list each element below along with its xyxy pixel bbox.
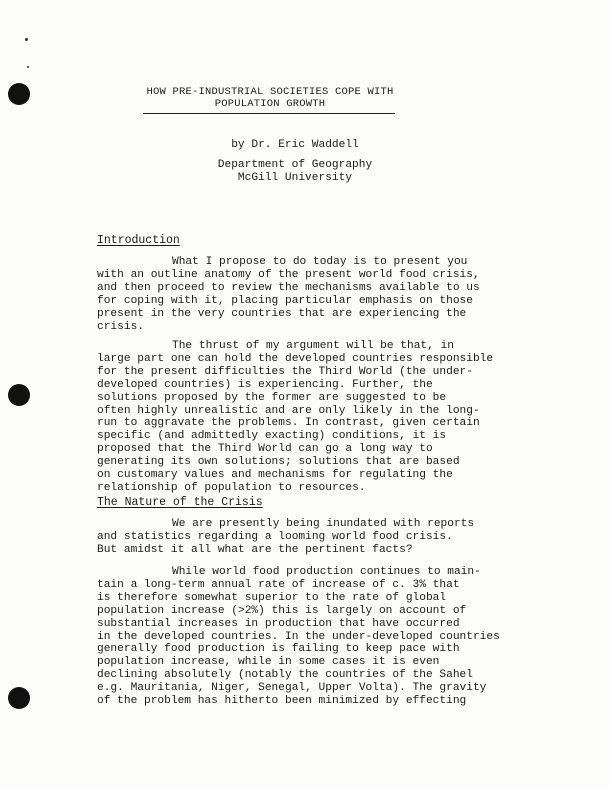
text-line: generating its own solutions; solutions that are based (97, 456, 460, 469)
text-line: What I propose to do today is to present you (172, 256, 468, 268)
text-line: proposed that the Third World can go a long way to (97, 443, 433, 456)
paragraph-crisis-1 (97, 518, 537, 557)
title-underline (143, 113, 395, 114)
text-line: substantial increases in production that have occurred (97, 617, 460, 630)
text-line: generally food production is failing to keep pace with (97, 643, 460, 656)
scan-speck (25, 38, 28, 41)
author-byline: by Dr. Eric Waddell (231, 139, 359, 151)
section-heading-introduction: Introduction (97, 234, 180, 247)
text-line: and statistics regarding a looming world food crisis. (97, 530, 453, 543)
title-line-2: POPULATION GROWTH (214, 98, 326, 110)
text-line: for the present difficulties the Third World (the under- (97, 365, 473, 378)
text-line: in the developed countries. In the under-developed countries (97, 630, 500, 643)
section-heading-nature-of-crisis: The Nature of the Crisis (97, 496, 263, 509)
text-line: While world food production continues to main- (172, 566, 481, 578)
text-line: population increase (>2%) this is largely on account of (97, 604, 467, 617)
paragraph-intro-2 (97, 340, 537, 495)
text-line: run to aggravate the problems. In contrast, given certain (97, 417, 480, 430)
document-title (140, 86, 400, 110)
paragraph-intro-1 (97, 256, 537, 333)
text-line: with an outline anatomy of the present world food crisis, (97, 268, 480, 281)
text-line: on customary values and mechanisms for regulating the (97, 469, 453, 482)
text-line: solutions proposed by the former are suggested to be (97, 391, 447, 404)
text-line: declining absolutely (notably the countries of the Sahel (97, 669, 473, 682)
author-affiliation (200, 159, 390, 185)
punch-hole-bottom (8, 687, 30, 709)
text-line: specific (and admittedly exacting) conditions, it is (97, 430, 447, 443)
text-line: The thrust of my argument will be that, in (172, 340, 454, 352)
text-line: crisis. (97, 320, 144, 333)
text-line: is therefore somewhat superior to the rate of global (97, 591, 447, 604)
affiliation-department: Department of Geography (217, 159, 373, 171)
text-line: and then proceed to review the mechanisms available to us (97, 281, 480, 294)
text-line: large part one can hold the developed countries responsible (97, 352, 494, 365)
affiliation-university: McGill University (237, 172, 353, 184)
text-line: for coping with it, placing particular emphasis on those (97, 294, 473, 307)
text-line: e.g. Mauritania, Niger, Senegal, Upper Volta). The gravity (97, 682, 487, 695)
text-line: of the problem has hitherto been minimized by effecting (97, 695, 467, 708)
text-line: tain a long-term annual rate of increase of c. 3% that (97, 578, 460, 591)
text-line: present in the very countries that are experiencing the (97, 307, 467, 320)
text-line: often highly unrealistic and are only likely in the long- (97, 404, 480, 417)
punch-hole-top (8, 83, 30, 105)
text-line: population increase, while in some cases it is even (97, 656, 440, 669)
text-line: relationship of population to resources. (97, 481, 366, 494)
text-line: But amidst it all what are the pertinent facts? (97, 543, 413, 556)
paragraph-crisis-2 (97, 566, 537, 708)
title-line-1: HOW PRE-INDUSTRIAL SOCIETIES COPE WITH (146, 86, 394, 98)
text-line: developed countries) is experiencing. Further, the (97, 378, 433, 391)
text-line: We are presently being inundated with reports (172, 518, 475, 530)
punch-hole-middle (8, 384, 30, 406)
scan-speck (27, 66, 29, 68)
